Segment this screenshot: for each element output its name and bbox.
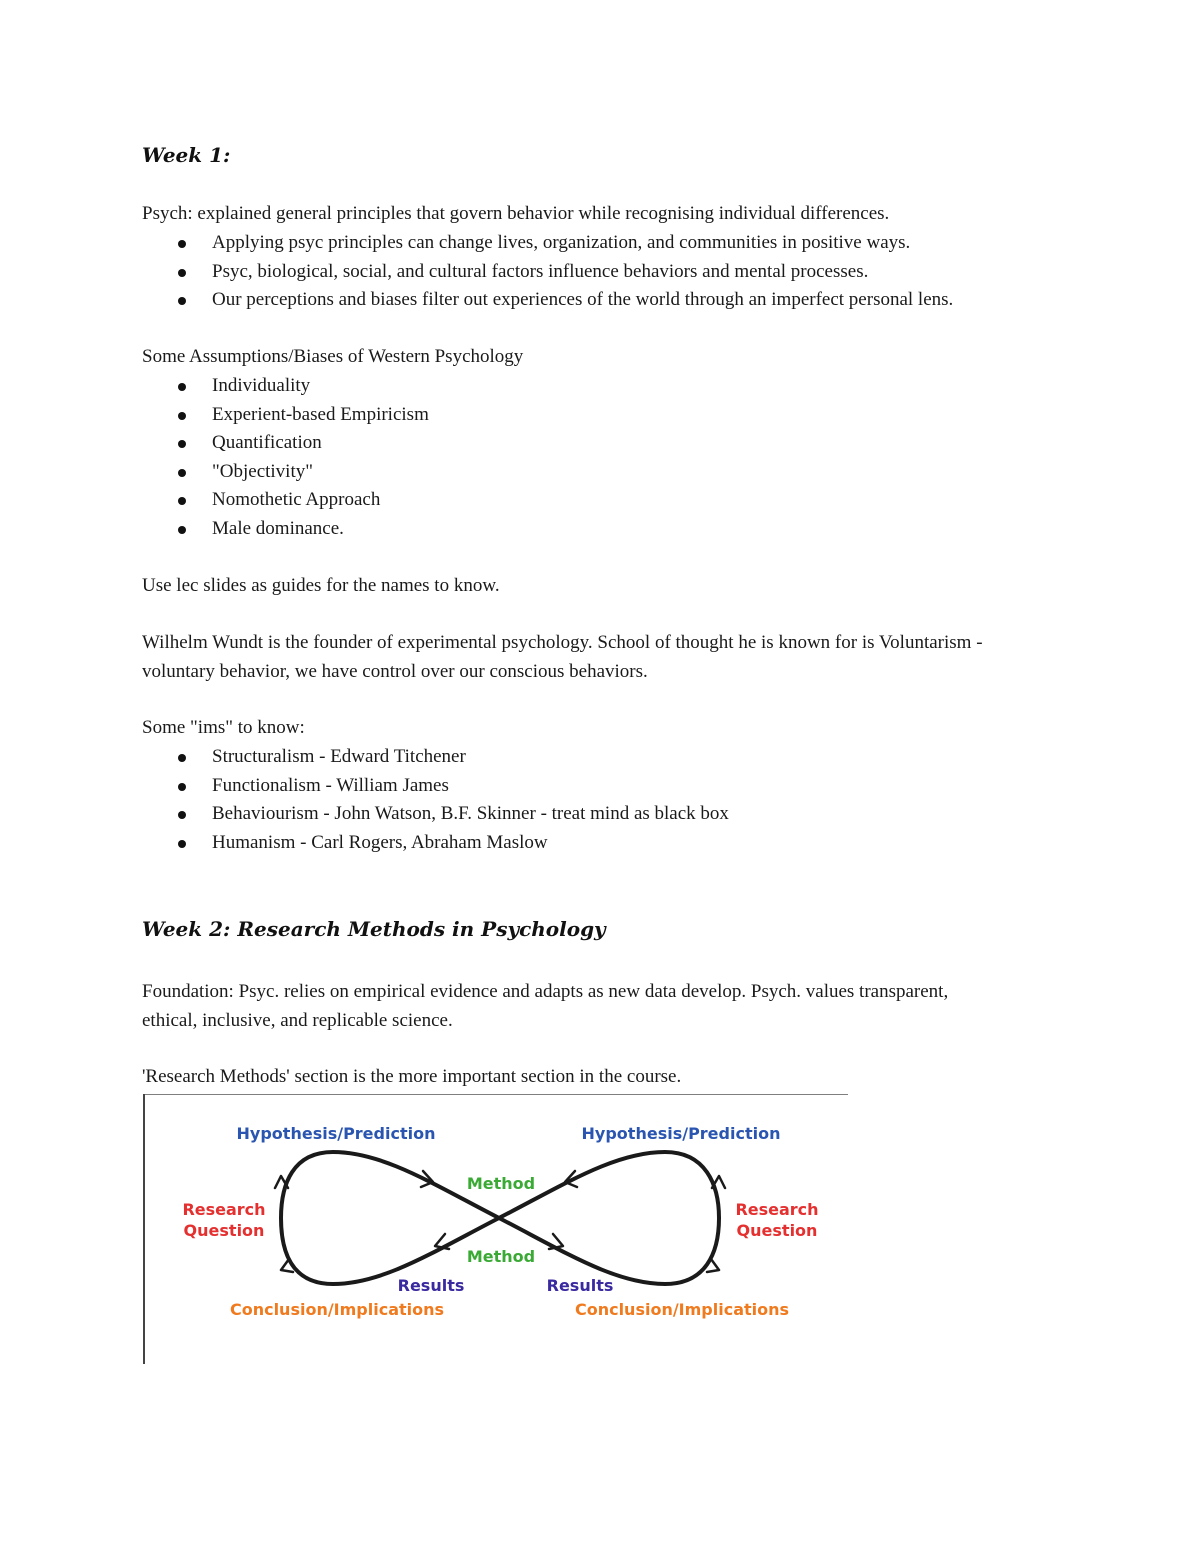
method-bottom-label: Method	[466, 1247, 536, 1266]
research-left-label-1: Research	[182, 1200, 266, 1219]
results-left-label: Results	[397, 1276, 465, 1295]
list-item: Psyc, biological, social, and cultural factors influence behaviors and mental processes.	[142, 258, 953, 287]
list-item: Nomothetic Approach	[142, 486, 429, 515]
list-item: Humanism - Carl Rogers, Abraham Maslow	[142, 829, 729, 858]
bullet-icon	[178, 297, 186, 305]
assumptions-list	[142, 372, 429, 544]
list-item: Structuralism - Edward Titchener	[142, 743, 729, 772]
list-item: Applying psyc principles can change lives, organization, and communities in positive ways.	[142, 229, 953, 258]
list-item: "Objectivity"	[142, 458, 429, 487]
bullet-icon	[178, 811, 186, 819]
research-cycle-diagram	[143, 1094, 849, 1366]
hypothesis-left-label: Hypothesis/Prediction	[236, 1124, 436, 1143]
bullet-icon	[178, 754, 186, 762]
list-item: Quantification	[142, 429, 429, 458]
lec-note: Use lec slides as guides for the names to know.	[142, 575, 500, 596]
list-item: Behaviourism - John Watson, B.F. Skinner - treat mind as black box	[142, 800, 729, 829]
bullet-icon	[178, 840, 186, 848]
bullet-icon	[178, 240, 186, 248]
research-note: 'Research Methods' section is the more important section in the course.	[142, 1066, 682, 1087]
bullet-icon	[178, 469, 186, 477]
list-item: Our perceptions and biases filter out experiences of the world through an imperfect personal lens.	[142, 286, 953, 315]
research-left-label-2: Question	[183, 1221, 265, 1240]
method-top-label: Method	[466, 1174, 536, 1193]
week2-heading: Week 2: Research Methods in Psychology	[142, 917, 606, 941]
list-item: Male dominance.	[142, 515, 429, 544]
research-right-label-1: Research	[735, 1200, 819, 1219]
list-item: Experient-based Empiricism	[142, 401, 429, 430]
week1-intro: Psych: explained general principles that govern behavior while recognising individual differences.	[142, 203, 890, 224]
list-item: Individuality	[142, 372, 429, 401]
hypothesis-right-label: Hypothesis/Prediction	[581, 1124, 781, 1143]
bullet-icon	[178, 783, 186, 791]
ims-list	[142, 743, 729, 857]
foundation-paragraph: Foundation: Psyc. relies on empirical evidence and adapts as new data develop. Psych. values transparent, ethical, inclusive, and replicable science.	[142, 981, 949, 1031]
bullet-icon	[178, 497, 186, 505]
week1-heading: Week 1:	[142, 143, 231, 167]
bullet-icon	[178, 269, 186, 277]
bullet-icon	[178, 440, 186, 448]
bullet-icon	[178, 412, 186, 420]
wundt-paragraph: Wilhelm Wundt is the founder of experimental psychology. School of thought he is known for is Voluntarism - voluntary behavior, we have control over our conscious behaviors.	[142, 632, 983, 682]
results-right-label: Results	[546, 1276, 614, 1295]
conclusion-right-label: Conclusion/Implications	[574, 1300, 790, 1319]
conclusion-left-label: Conclusion/Implications	[229, 1300, 445, 1319]
bullet-icon	[178, 383, 186, 391]
research-right-label-2: Question	[736, 1221, 818, 1240]
assumptions-title: Some Assumptions/Biases of Western Psychology	[142, 346, 524, 367]
list-item: Functionalism - William James	[142, 772, 729, 801]
intro-bullet-list	[142, 229, 953, 315]
bullet-icon	[178, 526, 186, 534]
ims-title: Some "ims" to know:	[142, 717, 305, 738]
